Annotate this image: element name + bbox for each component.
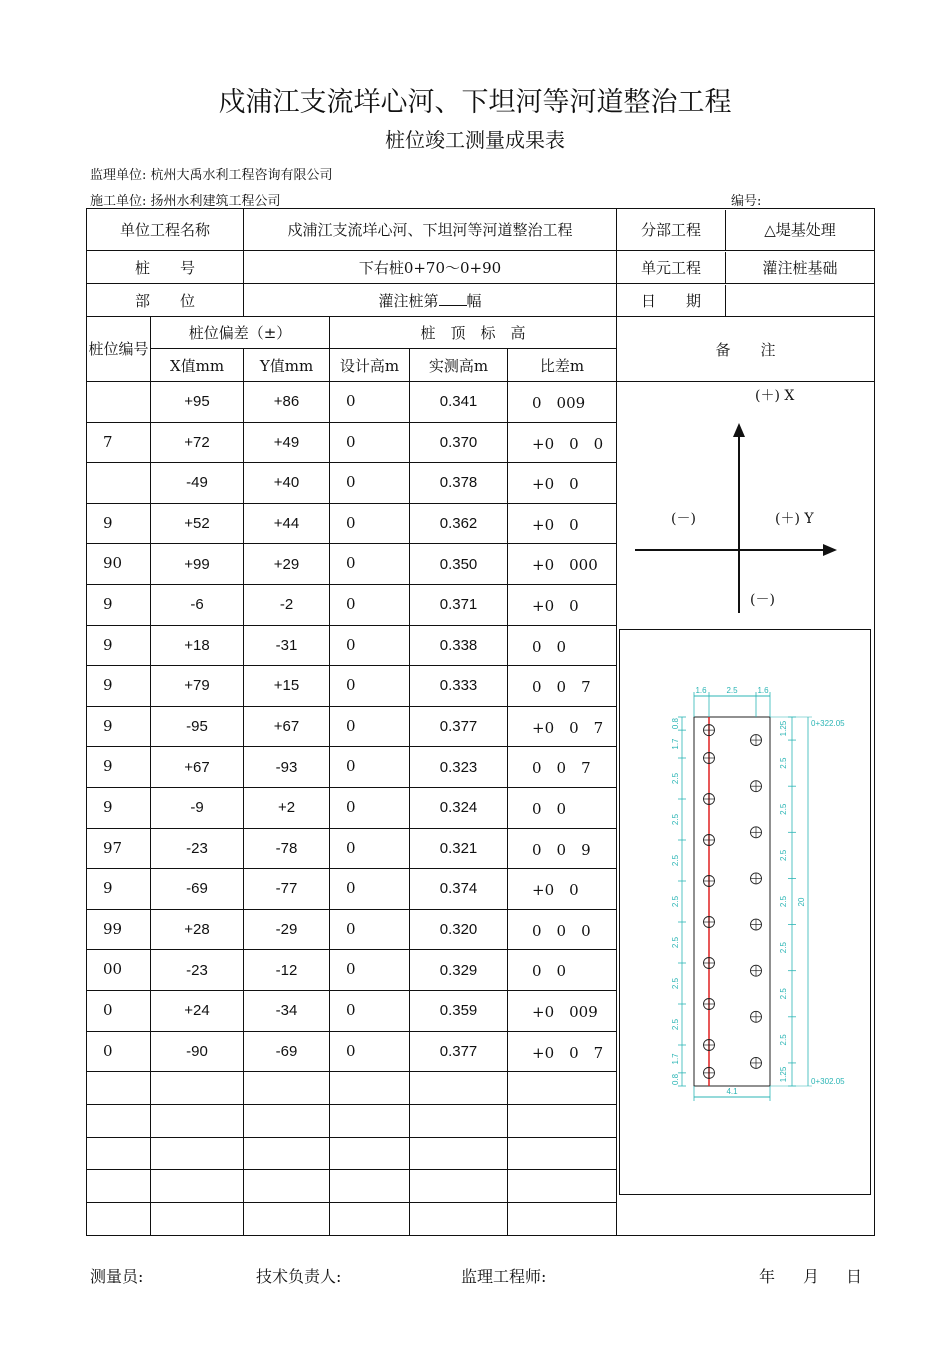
cell-elev-diff: +0 0 7 xyxy=(508,1031,617,1072)
cell-y-value: +49 xyxy=(244,422,330,463)
cell-design-elev: 0 xyxy=(330,828,410,869)
cell-y-value: +2 xyxy=(244,787,330,828)
cell-measured-elev: 0.359 xyxy=(410,990,508,1031)
cell-y-value: +67 xyxy=(244,706,330,747)
cell-elev-diff: +0 0 0 xyxy=(508,422,617,463)
cell-elev-diff: 0 0 xyxy=(508,625,617,666)
dim-left-label: 2.5 xyxy=(671,977,680,990)
cell-pile-id xyxy=(87,1203,151,1236)
cell-measured-elev: 0.341 xyxy=(410,382,508,423)
cell-design-elev: 0 xyxy=(330,706,410,747)
cell-design-elev xyxy=(330,1170,410,1203)
cell-x-value: -6 xyxy=(151,584,244,625)
cell-pile-id: 99 xyxy=(87,909,151,950)
col-design: 设计高m xyxy=(330,349,410,382)
pile-no-label: 桩 号 xyxy=(87,251,244,284)
dim-total: 20 xyxy=(797,897,806,907)
cell-design-elev xyxy=(330,1137,410,1170)
cell-x-value: -49 xyxy=(151,463,244,504)
element-project-cell xyxy=(617,251,875,284)
cell-pile-id: 7 xyxy=(87,422,151,463)
cell-pile-id: 97 xyxy=(87,828,151,869)
dim-right-label: 2.5 xyxy=(779,803,788,815)
cell-x-value: -95 xyxy=(151,706,244,747)
cell-design-elev: 0 xyxy=(330,747,410,788)
cell-elev-diff xyxy=(508,1170,617,1203)
cell-y-value xyxy=(244,1203,330,1236)
cell-y-value xyxy=(244,1137,330,1170)
construction-unit: 施工单位: 扬州水利建筑工程公司 xyxy=(90,194,281,209)
dim-top-right: 1.6 xyxy=(757,686,769,695)
cell-measured-elev: 0.350 xyxy=(410,544,508,585)
cell-x-value: -23 xyxy=(151,828,244,869)
axis-minus-bottom: (－) xyxy=(750,592,775,608)
cell-x-value: +72 xyxy=(151,422,244,463)
cell-measured-elev: 0.333 xyxy=(410,666,508,707)
page-subtitle: 桩位竣工测量成果表 xyxy=(385,128,565,152)
cell-measured-elev: 0.374 xyxy=(410,869,508,910)
dim-left-label: 2.5 xyxy=(671,813,680,826)
cell-y-value: -93 xyxy=(244,747,330,788)
cell-measured-elev: 0.320 xyxy=(410,909,508,950)
dim-top-left: 1.6 xyxy=(695,686,707,695)
cell-measured-elev: 0.324 xyxy=(410,787,508,828)
cell-x-value xyxy=(151,1203,244,1236)
date-label: 日 期 xyxy=(617,285,726,316)
cell-y-value xyxy=(244,1072,330,1105)
axis-x-arrow xyxy=(733,423,745,437)
footer-year: 年 xyxy=(759,1267,776,1286)
cell-design-elev: 0 xyxy=(330,909,410,950)
dim-left-label: 2.5 xyxy=(671,772,680,785)
part-value xyxy=(244,284,617,317)
cell-measured-elev xyxy=(410,1072,508,1105)
cell-y-value: -34 xyxy=(244,990,330,1031)
cell-x-value: +67 xyxy=(151,747,244,788)
cell-pile-id: 0 xyxy=(87,1031,151,1072)
cell-x-value: +18 xyxy=(151,625,244,666)
footer-month: 月 xyxy=(803,1267,820,1286)
cell-measured-elev: 0.338 xyxy=(410,625,508,666)
cell-elev-diff: 0 009 xyxy=(508,382,617,423)
sub-project-label: 分部工程 xyxy=(617,210,726,250)
dim-right-label: 2.5 xyxy=(779,942,788,954)
cell-y-value xyxy=(244,1170,330,1203)
dim-right-label: 2.5 xyxy=(779,757,788,769)
cell-y-value: +40 xyxy=(244,463,330,504)
cell-x-value xyxy=(151,1137,244,1170)
cell-elev-diff xyxy=(508,1072,617,1105)
axis-minus-left: (－) xyxy=(671,511,696,527)
cell-x-value: +24 xyxy=(151,990,244,1031)
cell-design-elev: 0 xyxy=(330,382,410,423)
part-prefix: 灌注桩第 xyxy=(378,291,439,310)
cell-y-value: -2 xyxy=(244,584,330,625)
part-label: 部 位 xyxy=(87,284,244,317)
footer-supervisor: 监理工程师: xyxy=(461,1267,547,1286)
station-bottom: 0+302.05 xyxy=(811,1077,845,1086)
cell-elev-diff: +0 0 xyxy=(508,463,617,504)
cell-pile-id xyxy=(87,1072,151,1105)
cell-y-value xyxy=(244,1104,330,1137)
date-cell xyxy=(617,284,875,317)
cell-x-value: +99 xyxy=(151,544,244,585)
col-top-elev: 桩 顶 标 高 xyxy=(330,317,617,349)
dim-right-label: 2.5 xyxy=(779,895,788,908)
unit-project-label: 单位工程名称 xyxy=(87,209,244,251)
cell-pile-id: 90 xyxy=(87,544,151,585)
cell-design-elev: 0 xyxy=(330,503,410,544)
cell-elev-diff xyxy=(508,1203,617,1236)
cell-design-elev: 0 xyxy=(330,787,410,828)
col-x: X值mm xyxy=(151,349,244,382)
cell-y-value: -78 xyxy=(244,828,330,869)
dim-right-label: 1.25 xyxy=(779,1066,788,1083)
cell-x-value xyxy=(151,1170,244,1203)
cell-x-value xyxy=(151,1072,244,1105)
cell-pile-id: 9 xyxy=(87,584,151,625)
page-title: 戍浦江支流垟心河、下坦河等河道整治工程 xyxy=(218,87,732,118)
cell-measured-elev: 0.377 xyxy=(410,1031,508,1072)
sub-project-value: △堤基处理 xyxy=(764,221,836,239)
dim-left-label: 2.5 xyxy=(671,854,680,867)
cell-elev-diff: 0 0 xyxy=(508,787,617,828)
cell-measured-elev xyxy=(410,1170,508,1203)
sub-project-cell xyxy=(617,209,875,251)
cell-pile-id xyxy=(87,1170,151,1203)
cell-elev-diff: +0 0 xyxy=(508,584,617,625)
cell-measured-elev xyxy=(410,1104,508,1137)
cell-measured-elev: 0.362 xyxy=(410,503,508,544)
cell-pile-id xyxy=(87,1137,151,1170)
cell-y-value: +44 xyxy=(244,503,330,544)
cell-measured-elev: 0.323 xyxy=(410,747,508,788)
element-project-label: 单元工程 xyxy=(617,252,726,283)
date-value xyxy=(726,285,874,316)
dim-right-label: 1.25 xyxy=(779,720,788,737)
axis-plus-y: (＋) Y xyxy=(775,511,814,527)
cell-pile-id: 9 xyxy=(87,706,151,747)
station-top: 0+322.05 xyxy=(811,719,845,728)
cell-design-elev: 0 xyxy=(330,625,410,666)
supervisor-unit: 监理单位: 杭州大禹水利工程咨询有限公司 xyxy=(90,168,333,183)
cell-elev-diff: 0 0 9 xyxy=(508,828,617,869)
cell-design-elev xyxy=(330,1203,410,1236)
cell-design-elev: 0 xyxy=(330,1031,410,1072)
cell-measured-elev xyxy=(410,1203,508,1236)
cell-pile-id xyxy=(87,382,151,423)
cell-x-value: +28 xyxy=(151,909,244,950)
cell-design-elev: 0 xyxy=(330,869,410,910)
cell-x-value: +95 xyxy=(151,382,244,423)
cell-x-value: -90 xyxy=(151,1031,244,1072)
serial-number-label: 编号: xyxy=(731,194,762,209)
cell-pile-id: 9 xyxy=(87,625,151,666)
part-blank xyxy=(439,291,467,306)
cell-measured-elev: 0.321 xyxy=(410,828,508,869)
cell-x-value: -69 xyxy=(151,869,244,910)
cell-measured-elev: 0.371 xyxy=(410,584,508,625)
dim-right-label: 2.5 xyxy=(779,988,788,1000)
axis-plus-x: (＋) X xyxy=(755,388,795,404)
cell-x-value: +52 xyxy=(151,503,244,544)
cell-elev-diff: 0 0 7 xyxy=(508,747,617,788)
cell-elev-diff: +0 0 xyxy=(508,503,617,544)
remarks-area xyxy=(619,385,873,1231)
cell-pile-id xyxy=(87,1104,151,1137)
pile-strip-outline xyxy=(694,717,770,1086)
cell-design-elev: 0 xyxy=(330,544,410,585)
cell-pile-id xyxy=(87,463,151,504)
cell-y-value: -31 xyxy=(244,625,330,666)
cell-pile-id: 9 xyxy=(87,503,151,544)
dim-left-label: 2.5 xyxy=(671,895,680,908)
cell-x-value xyxy=(151,1104,244,1137)
footer-tech-lead: 技术负责人: xyxy=(256,1267,342,1286)
cell-measured-elev xyxy=(410,1137,508,1170)
unit-project-value: 戍浦江支流垟心河、下坦河等河道整治工程 xyxy=(244,209,617,251)
cell-y-value: +86 xyxy=(244,382,330,423)
cell-y-value: +29 xyxy=(244,544,330,585)
dim-bottom: 4.1 xyxy=(726,1087,738,1096)
dim-top-mid: 2.5 xyxy=(726,686,738,695)
dim-right-label: 2.5 xyxy=(779,1034,788,1046)
cell-y-value: -12 xyxy=(244,950,330,991)
cell-design-elev: 0 xyxy=(330,422,410,463)
cell-design-elev: 0 xyxy=(330,950,410,991)
cell-measured-elev: 0.329 xyxy=(410,950,508,991)
cell-elev-diff: +0 000 xyxy=(508,544,617,585)
col-diff: 比差m xyxy=(508,349,617,382)
cell-pile-id: 9 xyxy=(87,787,151,828)
cell-design-elev xyxy=(330,1072,410,1105)
cell-elev-diff xyxy=(508,1137,617,1170)
dim-left-label: 0.8 xyxy=(671,717,680,730)
cell-x-value: +79 xyxy=(151,666,244,707)
footer-day: 日 xyxy=(846,1267,863,1286)
cell-design-elev xyxy=(330,1104,410,1137)
cell-pile-id: 0 xyxy=(87,990,151,1031)
dim-right-label: 2.5 xyxy=(779,849,788,861)
cell-design-elev: 0 xyxy=(330,584,410,625)
cell-elev-diff: +0 0 7 xyxy=(508,706,617,747)
cell-elev-diff: +0 0 xyxy=(508,869,617,910)
dim-left-label: 2.5 xyxy=(671,936,680,949)
cell-elev-diff: 0 0 0 xyxy=(508,909,617,950)
cell-elev-diff: 0 0 7 xyxy=(508,666,617,707)
dim-left-label: 1.7 xyxy=(671,1053,680,1065)
cell-pile-id: 00 xyxy=(87,950,151,991)
cell-elev-diff: +0 009 xyxy=(508,990,617,1031)
cell-y-value: -69 xyxy=(244,1031,330,1072)
pile-no-value: 下右桩0+70～0+90 xyxy=(244,251,617,284)
dim-left-label: 1.7 xyxy=(671,738,680,750)
pile-layout-drawing xyxy=(619,629,871,1195)
cell-pile-id: 9 xyxy=(87,666,151,707)
cell-measured-elev: 0.377 xyxy=(410,706,508,747)
cell-x-value: -9 xyxy=(151,787,244,828)
cell-measured-elev: 0.378 xyxy=(410,463,508,504)
cell-pile-id: 9 xyxy=(87,747,151,788)
cell-design-elev: 0 xyxy=(330,463,410,504)
col-y: Y值mm xyxy=(244,349,330,382)
cell-design-elev: 0 xyxy=(330,666,410,707)
cell-x-value: -23 xyxy=(151,950,244,991)
part-suffix: 幅 xyxy=(466,291,482,310)
col-deviation: 桩位偏差（±） xyxy=(151,317,330,349)
col-pile-id: 桩位编号 xyxy=(87,317,151,382)
cell-design-elev: 0 xyxy=(330,990,410,1031)
axis-y-arrow xyxy=(823,544,837,556)
cell-pile-id: 9 xyxy=(87,869,151,910)
cell-y-value: -77 xyxy=(244,869,330,910)
cell-y-value: -29 xyxy=(244,909,330,950)
cell-measured-elev: 0.370 xyxy=(410,422,508,463)
dim-left-label: 2.5 xyxy=(671,1018,680,1031)
col-measured: 实测高m xyxy=(410,349,508,382)
cell-y-value: +15 xyxy=(244,666,330,707)
element-project-value: 灌注桩基础 xyxy=(762,258,838,277)
footer-surveyor: 测量员: xyxy=(90,1267,144,1286)
axis-diagram xyxy=(619,385,873,625)
cell-elev-diff xyxy=(508,1104,617,1137)
cell-elev-diff: 0 0 xyxy=(508,950,617,991)
col-remarks: 备 注 xyxy=(617,317,875,382)
dim-left-label: 0.8 xyxy=(671,1073,680,1086)
